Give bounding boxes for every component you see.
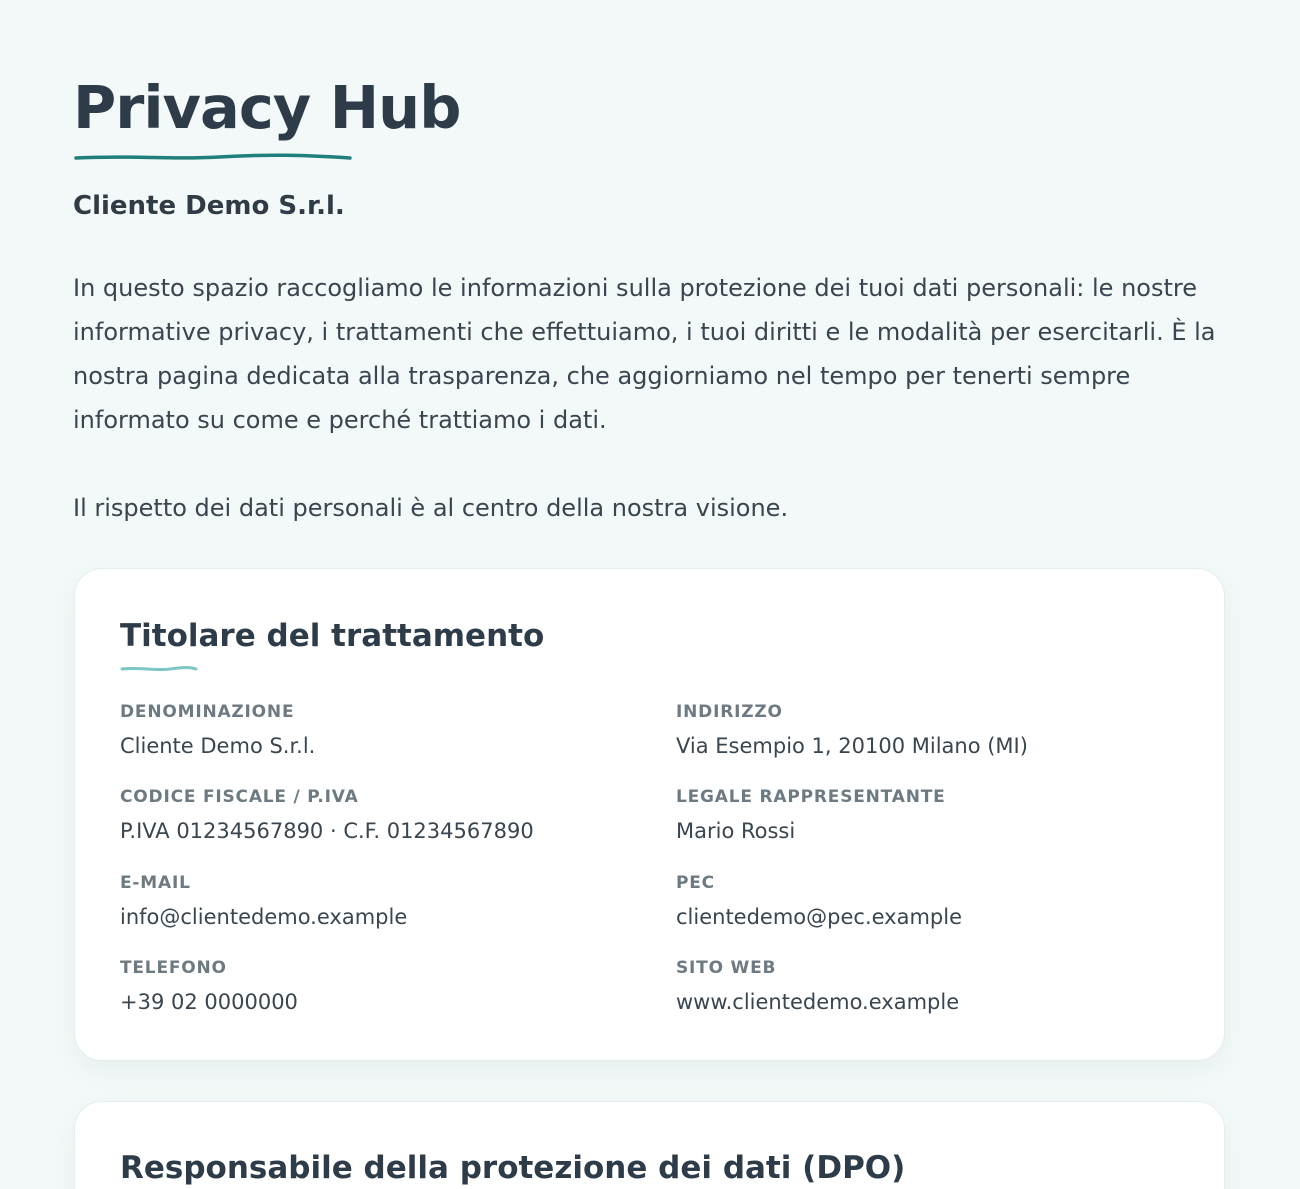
data-controller-card (74, 568, 1225, 1061)
vision-statement: Il rispetto dei dati personali è al centro della nostra visione. (73, 494, 789, 522)
email-link[interactable]: info@clientedemo.example (120, 905, 408, 929)
field-label: INDIRIZZO (676, 702, 783, 722)
field-legale-rappresentante (676, 785, 1196, 846)
pec-link[interactable]: clientedemo@pec.example (676, 905, 963, 929)
field-label: LEGALE RAPPRESENTANTE (676, 787, 946, 807)
card-title-underline (120, 664, 200, 674)
field-label: CODICE FISCALE / P.IVA (120, 787, 359, 807)
field-denominazione (120, 700, 640, 761)
intro-paragraph: In questo spazio raccogliamo le informazioni sulla protezione dei tuoi dati personali: le nostre informative privacy, i trattamenti che effettuiamo, i tuoi diritti e le modalità per esercitarli. È la nostra pagina dedicata alla trasparenza, che aggiorniamo nel tempo per tenerti sempre informato su come e perché trattiamo i dati. (73, 274, 1216, 434)
dpo-card (74, 1101, 1225, 1189)
card-title: Titolare del trattamento (120, 618, 545, 654)
card-title: Responsabile della protezione dei dati (DPO) (120, 1150, 906, 1186)
field-value: Mario Rossi (676, 819, 796, 843)
field-sito-web (676, 956, 1196, 1017)
field-value: Cliente Demo S.r.l. (120, 734, 316, 758)
field-label: SITO WEB (676, 958, 777, 978)
phone-link[interactable]: +39 02 0000000 (120, 990, 298, 1014)
website-link[interactable]: www.clientedemo.example (676, 990, 960, 1014)
field-value: Via Esempio 1, 20100 Milano (MI) (676, 734, 1028, 758)
field-pec (676, 871, 1196, 932)
company-name: Cliente Demo S.r.l. (73, 191, 345, 221)
field-label: TELEFONO (120, 958, 227, 978)
field-label: DENOMINAZIONE (120, 702, 295, 722)
field-codice-fiscale (120, 785, 640, 846)
field-label: E-MAIL (120, 873, 191, 893)
field-indirizzo (676, 700, 1196, 761)
page-title: Privacy Hub (73, 73, 461, 142)
field-telefono (120, 956, 640, 1017)
title-underline (74, 150, 354, 164)
field-label: PEC (676, 873, 715, 893)
field-value: P.IVA 01234567890 · C.F. 01234567890 (120, 819, 534, 843)
field-email (120, 871, 640, 932)
